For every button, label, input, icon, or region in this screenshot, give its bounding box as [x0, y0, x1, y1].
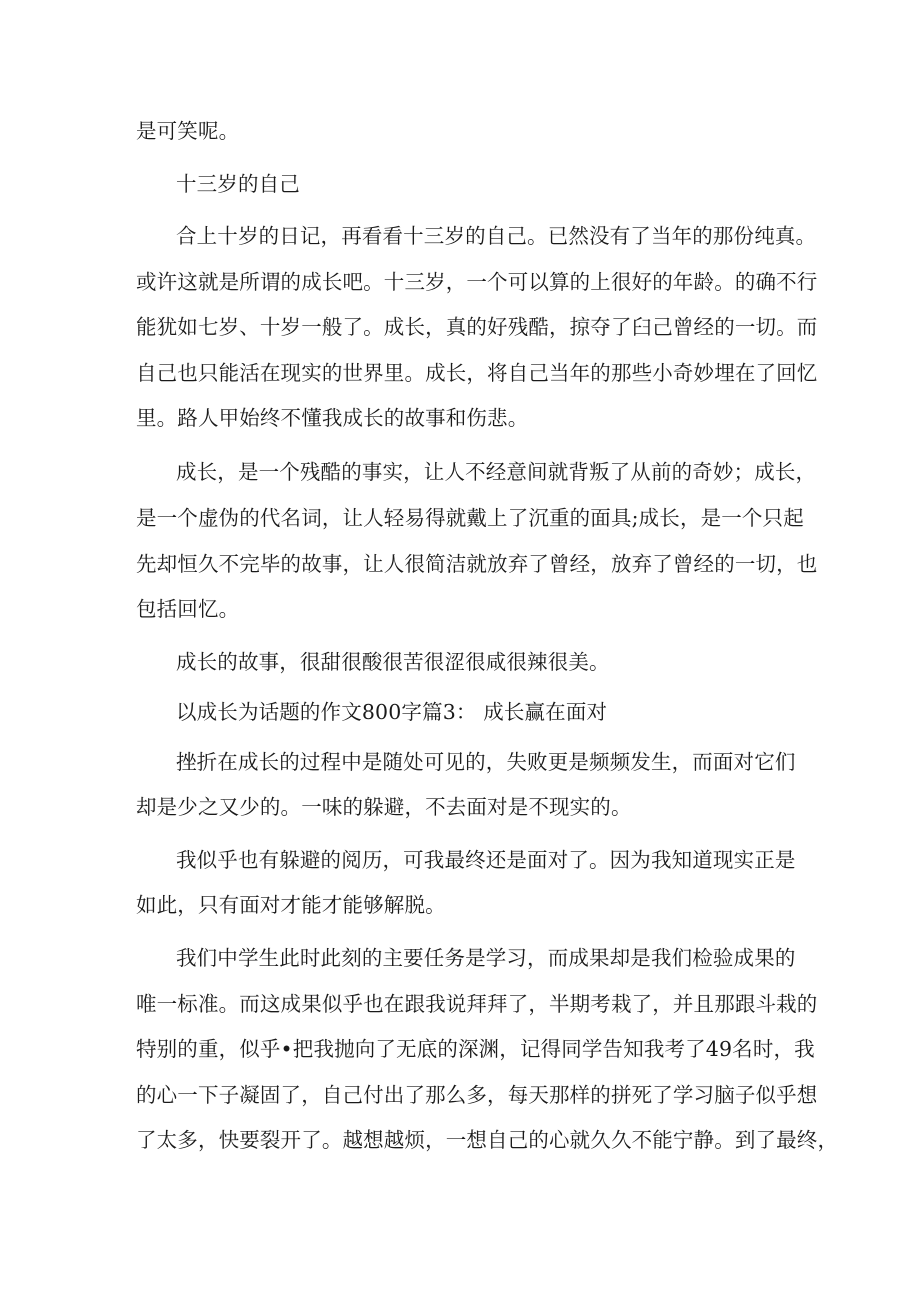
text-line: 合上十岁的日记，再看看十三岁的自己。已然没有了当年的那份纯真。: [176, 224, 817, 248]
text-line: 的心一下子凝固了，自己付出了那么多，每天那样的拼死了学习脑子似乎想: [136, 1083, 818, 1107]
text-line: 却是少之又少的。一味的躲避，不去面对是不现实的。: [136, 795, 632, 819]
text-line: 成长，是一个残酷的事实，让人不经意间就背叛了从前的奇妙；成长，: [176, 460, 817, 484]
text-line: 了太多，快要裂开了。越想越烦，一想自己的心就久久不能宁静。到了最终，: [136, 1128, 839, 1152]
text-line: 里。路人甲始终不懂我成长的故事和伤悲。: [136, 406, 529, 430]
text-line: 挫折在成长的过程中是随处可见的，失败更是频频发生，而面对它们: [176, 750, 796, 774]
text-line: 是可笑呢。: [136, 119, 240, 143]
text-line: 成长的故事，很甜很酸很苦很涩很咸很辣很美。: [176, 650, 610, 674]
text-line: 我们中学生此时此刻的主要任务是学习，而成果却是我们检验成果的: [176, 946, 796, 970]
text-line: 如此，只有面对才能才能够解脱。: [136, 893, 446, 917]
text-line: 自己也只能活在现实的世界里。成长，将自己当年的那些小奇妙埋在了回忆: [136, 361, 818, 385]
section-heading: 十三岁的自己: [176, 172, 300, 196]
text-line: 能犹如七岁、十岁一般了。成长，真的好残酷，掠夺了臼己曾经的一切。而: [136, 315, 818, 339]
text-line: 是一个虚伪的代名词，让人轻易得就戴上了沉重的面具;成长，是一个只起: [136, 506, 804, 530]
text-line: 包括回忆。: [136, 597, 240, 621]
text-line: 或许这就是所谓的成长吧。十三岁，一个可以算的上很好的年龄。的确不行: [136, 270, 818, 294]
text-line: 特别的重，似乎•把我抛向了无底的深渊，记得同学告知我考了49名时，我: [136, 1037, 815, 1061]
text-line: 先却恒久不完毕的故事，让人很简洁就放弃了曾经，放弃了曾经的一切，也: [136, 552, 818, 576]
text-line: 我似乎也有躲避的阅历，可我最终还是面对了。因为我知道现实正是: [176, 848, 796, 872]
section-heading: 以成长为话题的作文800字篇3： 成长赢在面对: [176, 700, 608, 724]
text-line: 唯一标准。而这成果似乎也在跟我说拜拜了，半期考栽了，并且那跟斗栽的: [136, 992, 818, 1016]
